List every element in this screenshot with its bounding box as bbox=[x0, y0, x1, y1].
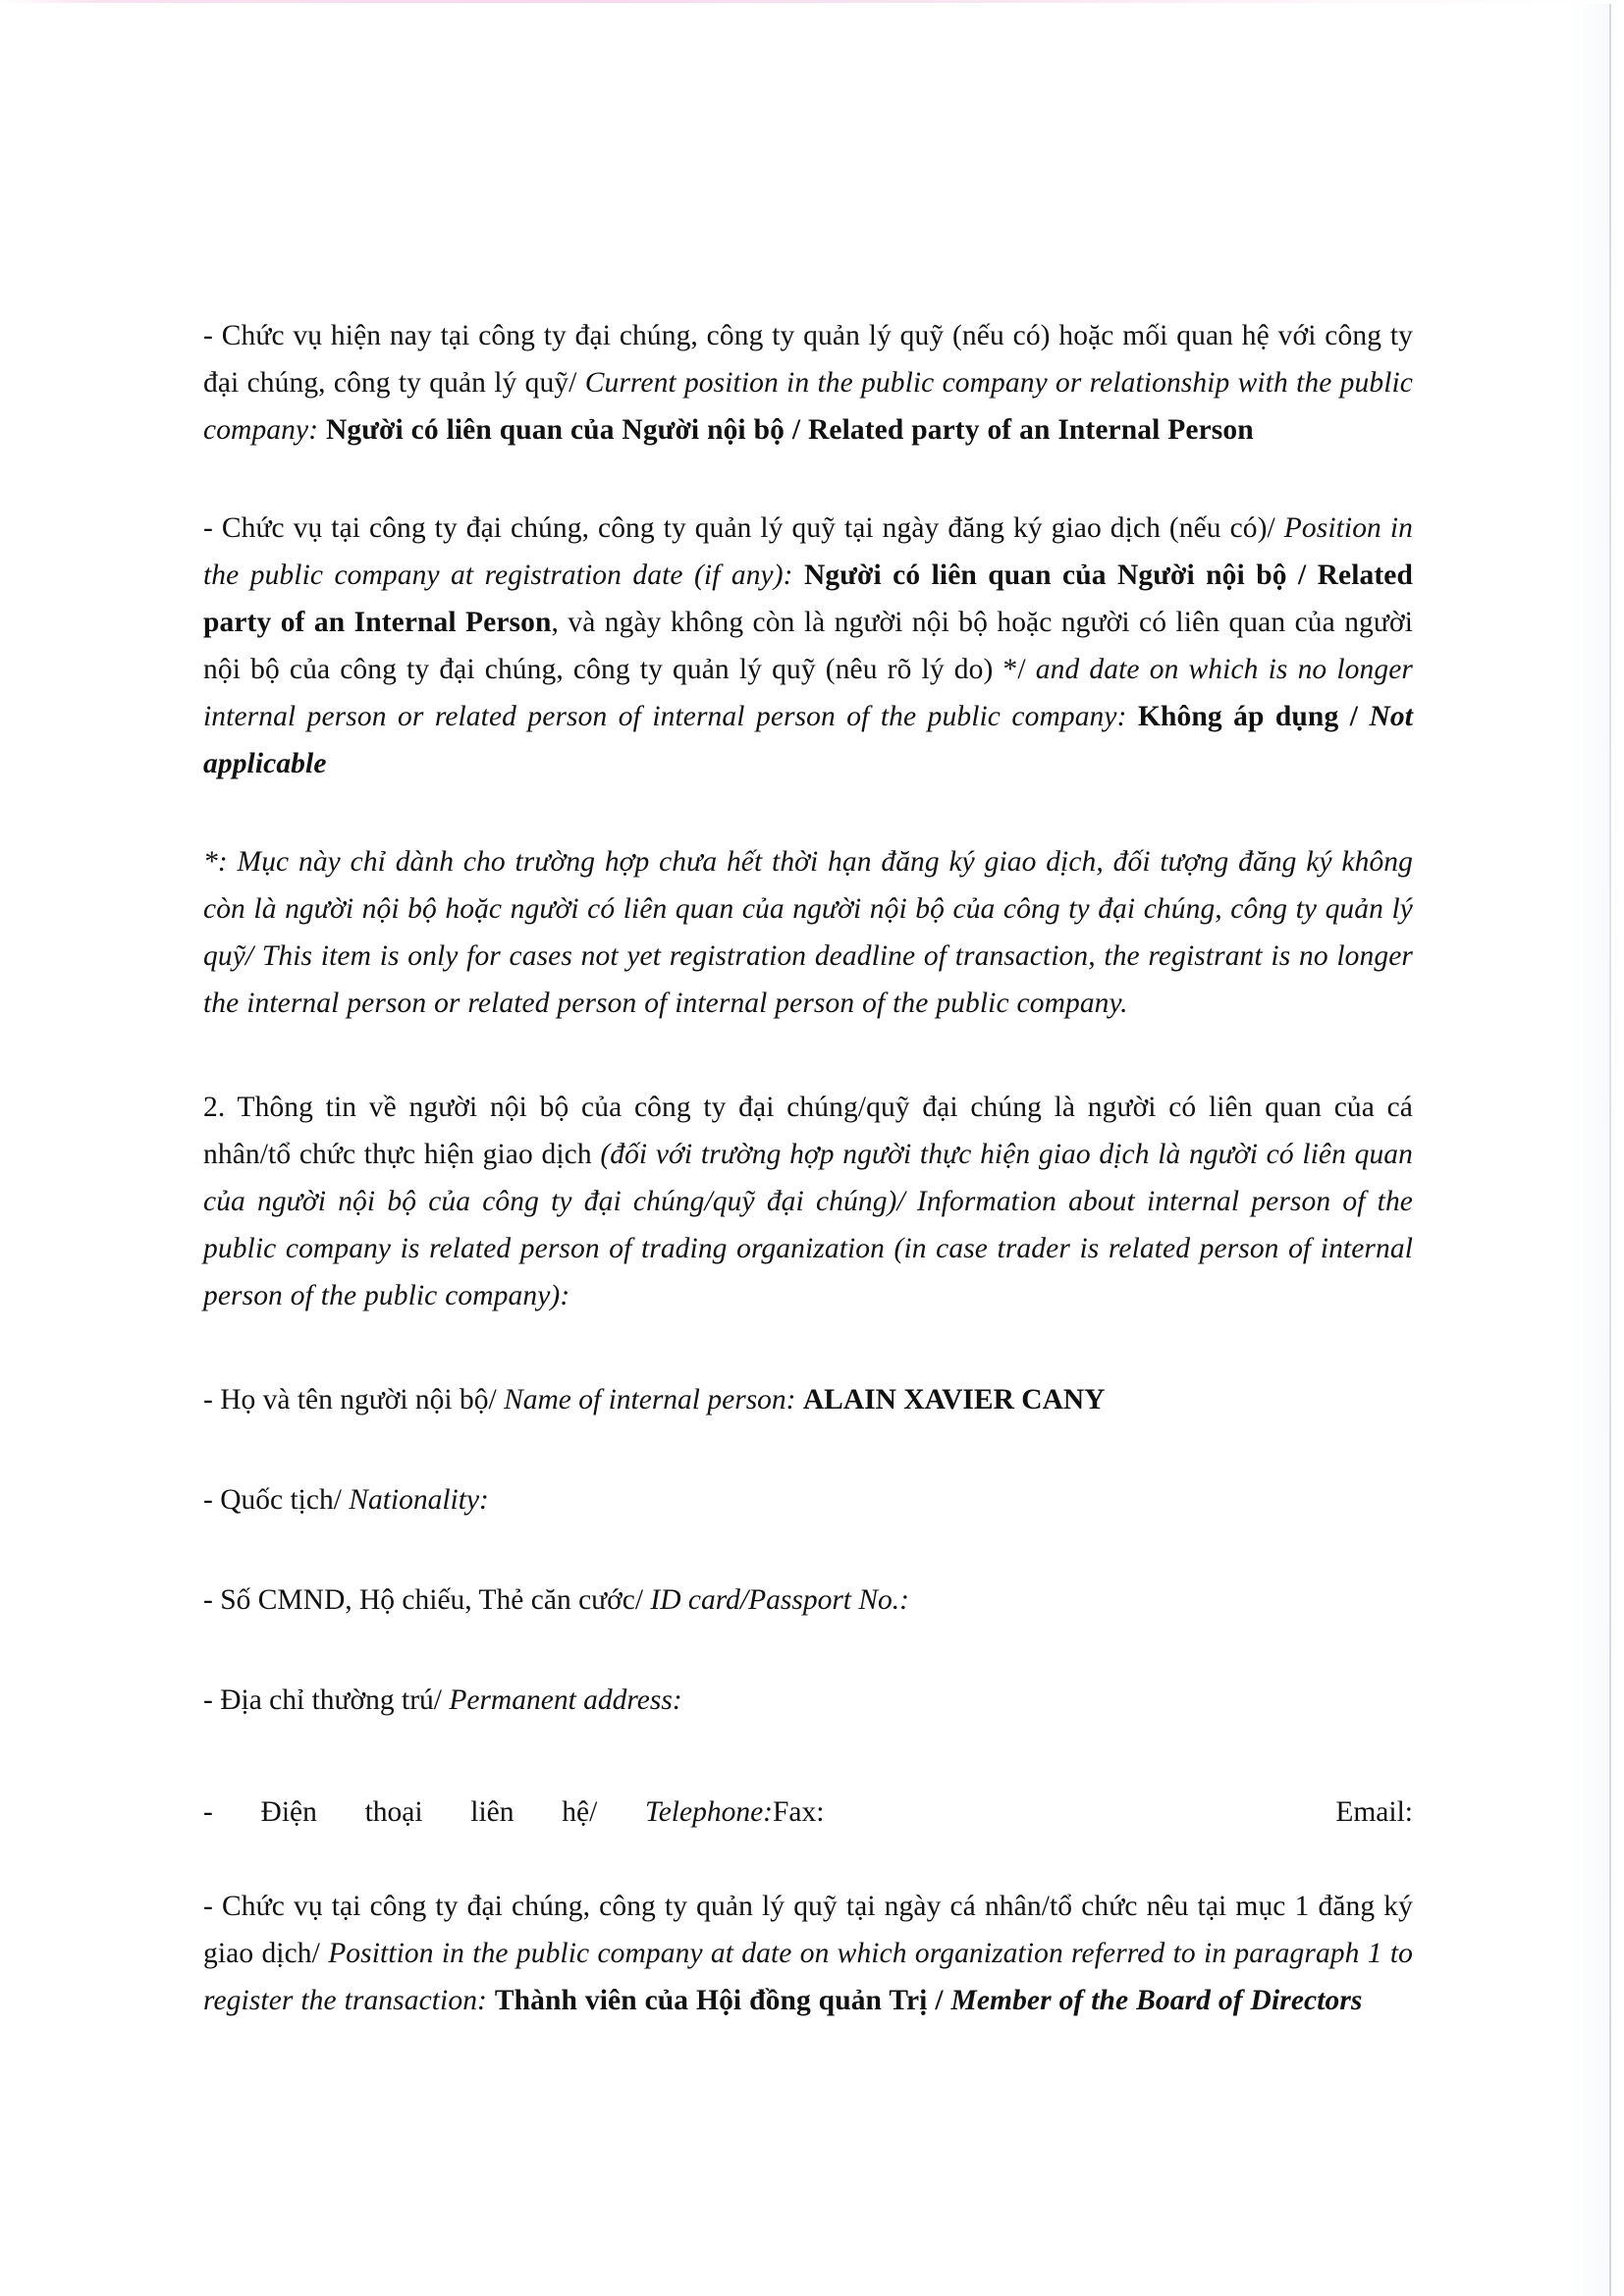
text-run-bold-2: Thành viên của Hội đồng quản Trị / bbox=[494, 1985, 951, 2016]
text-run-italic-4: and date on which is no longer internal person or related person of internal person of the public company: bbox=[203, 654, 1413, 732]
paragraph-footnote-asterisk bbox=[203, 838, 1413, 1027]
text-run-italic-1: Posittion in the public company at date on which organization referred to in paragraph 1 to register the transaction: bbox=[203, 1938, 1413, 2016]
text-run-bold-italic-6: Not applicable bbox=[203, 701, 1414, 779]
text-run-italic-0: *: Mục này chỉ dành cho trường hợp chưa hết thời hạn đăng ký giao dịch, đối tượng đăng ký không còn là người nội bộ hoặc người có liên quan của người nội bộ của công ty đại chúng, công ty quản lý quỹ/ This item is only for cases not yet registration deadline of transaction, the registrant is no longer the internal person or related person of internal person of the public company. bbox=[203, 846, 1413, 1019]
text-run-regular-0: - Chức vụ tại công ty đại chúng, công ty quản lý quỹ tại ngày cá nhân/tổ chức nêu tại mục 1 đăng ký giao dịch/ bbox=[203, 1891, 1413, 1969]
text-run-bold-2: Người có liên quan của Người nội bộ / Related party of an Internal Person bbox=[203, 560, 1413, 638]
field-nationality bbox=[203, 1476, 1413, 1523]
telephone-label-vi: - Điện thoại liên hệ/ bbox=[203, 1796, 645, 1828]
contact-row bbox=[203, 1789, 1413, 1836]
scan-right-shadow bbox=[1571, 4, 1609, 2296]
field-permanent-address bbox=[203, 1677, 1413, 1724]
paragraph-section-2-heading bbox=[203, 1084, 1413, 1319]
text-run-italic-1: (đối với trường hợp người thực hiện giao dịch là người có liên quan của người nội bộ của công ty đại chúng/quỹ đại chúng)/ Information about internal person of the public company is related person of trading organization (in case trader is related person of internal person of the public company): bbox=[203, 1139, 1413, 1311]
text-run-regular-0: - Chức vụ tại công ty đại chúng, công ty quản lý quỹ tại ngày đăng ký giao dịch (nếu có)/ bbox=[203, 512, 1284, 544]
text-run-regular-0: - Quốc tịch/ bbox=[203, 1484, 350, 1516]
paragraph-position-at-registration-date bbox=[203, 505, 1413, 787]
field-telephone bbox=[203, 1789, 773, 1836]
text-run-italic-1: Nationality: bbox=[349, 1484, 489, 1516]
telephone-label-en: Telephone: bbox=[645, 1796, 773, 1828]
text-run-regular-0: - Họ và tên người nội bộ/ bbox=[203, 1384, 505, 1415]
field-email: Email: bbox=[1335, 1796, 1413, 1828]
scan-right-page-edge bbox=[1609, 4, 1611, 2296]
text-run-bold-2: Người có liên quan của Người nội bộ / Related party of an Internal Person bbox=[326, 414, 1254, 446]
text-run-italic-1: ID card/Passport No.: bbox=[650, 1584, 910, 1616]
text-run-regular-0: - Số CMND, Hộ chiếu, Thẻ căn cước/ bbox=[203, 1584, 651, 1616]
text-run-regular-0: - Chức vụ hiện nay tại công ty đại chúng, công ty quản lý quỹ (nếu có) hoặc mối quan hệ với công ty đại chúng, công ty quản lý quỹ/ bbox=[203, 320, 1413, 399]
field-fax: Fax: bbox=[773, 1796, 825, 1828]
text-run-regular-0: - Địa chỉ thường trú/ bbox=[203, 1684, 450, 1716]
text-run-italic-1: Permanent address: bbox=[449, 1684, 682, 1716]
text-run-italic-1: Current position in the public company or relationship with the public company: bbox=[203, 367, 1413, 446]
document-body bbox=[203, 312, 1413, 2024]
text-run-bold-italic-3: Member of the Board of Directors bbox=[950, 1985, 1363, 2016]
scan-top-edge-artifact bbox=[0, 0, 1624, 3]
paragraph-closing-position bbox=[203, 1883, 1413, 2024]
text-run-regular-0: 2. Thông tin về người nội bộ của công ty đại chúng/quỹ đại chúng là người có liên quan của cá nhân/tổ chức thực hiện giao dịch bbox=[203, 1092, 1413, 1170]
field-id-passport-no bbox=[203, 1576, 1413, 1624]
text-run-bold-2: ALAIN XAVIER CANY bbox=[802, 1384, 1106, 1415]
paragraph-current-position bbox=[203, 312, 1413, 454]
text-run-bold-5: Không áp dụng / bbox=[1137, 701, 1370, 732]
field-name-of-internal-person bbox=[203, 1376, 1413, 1423]
text-run-italic-1: Name of internal person: bbox=[504, 1384, 803, 1415]
text-run-italic-1: Position in the public company at registration date (if any): bbox=[203, 512, 1413, 591]
text-run-regular-3: , và ngày không còn là người nội bộ hoặc người có liên quan của người nội bộ của công ty đại chúng, công ty quản lý quỹ (nêu rõ lý do) */ bbox=[203, 607, 1413, 685]
